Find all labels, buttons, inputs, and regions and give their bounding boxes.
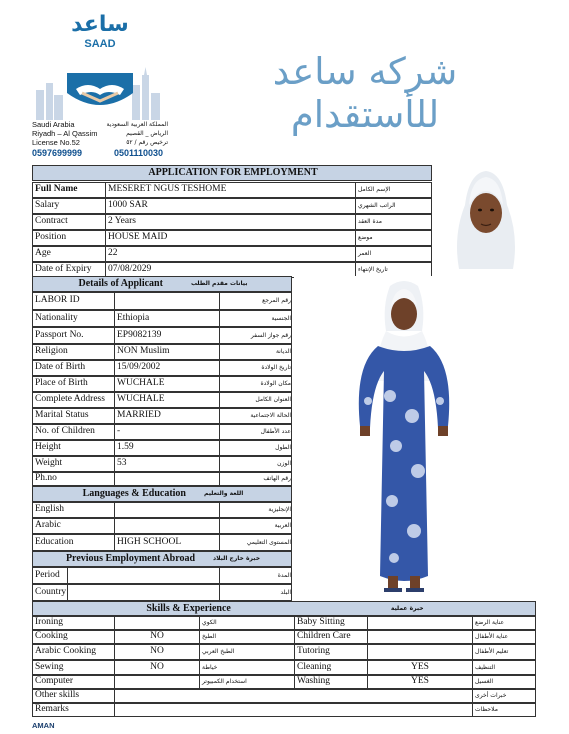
skill-value: NO [114,644,200,660]
skill-arabic: استخدام الكمبيوتر [199,675,295,689]
detail-label: Ph.no [32,472,115,486]
top-row-label: Full Name [32,182,106,198]
skills-header [32,601,536,616]
skill-label: Children Care [294,630,368,644]
skill-label: Tutoring [294,644,368,660]
other-skills-label: Other skills [32,689,115,703]
skill-arabic: تعليم الأطفال [472,644,536,660]
language-value [114,502,220,518]
languages-header-label: Languages & Education [82,488,186,499]
logo-right-lines [100,120,168,147]
form-title: APPLICATION FOR EMPLOYMENT [32,165,432,181]
detail-value: WUCHALE [114,392,220,408]
applicant-full-body-photo [294,276,506,603]
top-row-label: Date of Expiry [32,262,106,278]
remarks-label: Remarks [32,703,115,717]
top-row-arabic: موضع [355,230,432,246]
detail-label: LABOR ID [32,292,115,310]
skill-label: Baby Sitting [294,616,368,630]
footer-text: AMAN [32,721,55,730]
detail-value [114,472,220,486]
detail-arabic: رقم جواز السفر [219,327,292,344]
detail-label: Religion [32,344,115,360]
language-value: HIGH SCHOOL [114,534,220,551]
logo-city-ar: الرياض _ القصيم [126,130,168,137]
languages-header [32,486,292,502]
detail-label: Place of Birth [32,376,115,392]
company-name: شركه ساعد للأستقدام [272,50,458,136]
detail-value [114,292,220,310]
skill-arabic: الغسيل [472,675,536,689]
detail-label: Complete Address [32,392,115,408]
skill-arabic: عناية الرضع [472,616,536,630]
details-header-label: Details of Applicant [78,278,163,289]
top-row-value: 2 Years [105,214,356,230]
detail-value: 15/09/2002 [114,360,220,376]
detail-arabic: الطول [219,440,292,456]
details-header-ar: بيانات مقدم الطلب [190,280,248,287]
top-row-arabic: تاريخ الإنتهاء [355,262,432,278]
detail-arabic: الوزن [219,456,292,472]
previous-employment-label: Previous Employment Abroad [65,553,196,564]
detail-label: Passport No. [32,327,115,344]
top-row-label: Salary [32,198,106,214]
previous-arabic: المدة [219,567,292,584]
detail-label: Height [32,440,115,456]
company-logo [30,10,170,160]
detail-value: - [114,424,220,440]
detail-label: Nationality [32,310,115,327]
detail-value: Ethiopia [114,310,220,327]
language-label: English [32,502,115,518]
top-row-arabic: الراتب الشهري [355,198,432,214]
previous-value [67,584,220,601]
detail-arabic: العنوان الكامل [219,392,292,408]
skill-arabic: الطبخ [199,630,295,644]
skill-label: Washing [294,675,368,689]
skill-value [367,616,473,630]
language-arabic: الإنجليزية [219,502,292,518]
top-row-value: 07/08/2029 [105,262,356,278]
skill-arabic: الكوي [199,616,295,630]
logo-license-ar: ترخيص رقم / ٥٢ [126,139,168,146]
skill-label: Sewing [32,660,115,675]
previous-label: Country [32,584,68,601]
top-row-arabic: العمر [355,246,432,262]
skill-value: NO [114,630,200,644]
logo-phone-left: 0597699999 [32,148,83,158]
detail-value: MARRIED [114,408,220,424]
top-row-arabic: الإسم الكامل [355,182,432,198]
logo-license-en: License No.52 [32,138,80,147]
detail-arabic: الجنسية [219,310,292,327]
skill-label: Ironing [32,616,115,630]
top-row-value: MESERET NGUS TESHOME [105,182,356,198]
remarks-value [114,703,473,717]
detail-label: Marital Status [32,408,115,424]
top-row-value: 22 [105,246,356,262]
logo-latin-name: SAAD [84,38,116,50]
skyline-handshake-icon [32,65,168,120]
detail-value: 1.59 [114,440,220,456]
detail-value: NON Muslim [114,344,220,360]
details-header [32,276,292,292]
skill-value [114,616,200,630]
skill-arabic: الطبخ العربي [199,644,295,660]
skill-arabic: عناية الأطفال [472,630,536,644]
detail-arabic: رقم الهاتف [219,472,292,486]
logo-phone-right: 0501110030 [114,148,164,158]
previous-arabic: البلد [219,584,292,601]
detail-value: WUCHALE [114,376,220,392]
top-row-label: Position [32,230,106,246]
detail-arabic: مكان الولادة [219,376,292,392]
language-arabic: المستوى التعليمي [219,534,292,551]
detail-arabic: تاريخ الولادة [219,360,292,376]
detail-arabic: عدد الأطفال [219,424,292,440]
detail-arabic: رقم المرجع [219,292,292,310]
detail-value: 53 [114,456,220,472]
skill-value: YES [367,675,473,689]
language-label: Education [32,534,115,551]
skill-value [114,675,200,689]
detail-label: No. of Children [32,424,115,440]
remarks-arabic: ملاحظات [472,703,536,717]
top-row-value: HOUSE MAID [105,230,356,246]
detail-value: EP9082139 [114,327,220,344]
skill-value [367,644,473,660]
logo-city-en: Riyadh – Al Qassim [32,129,98,138]
top-row-label: Contract [32,214,106,230]
skill-label: Cooking [32,630,115,644]
skill-label: Computer [32,675,115,689]
previous-employment-ar: خبرة خارج البلاد [213,555,261,562]
other-skills-value [114,689,473,703]
logo-left-lines [32,120,102,147]
skill-arabic: خياطة [199,660,295,675]
skill-arabic: التنظيف [472,660,536,675]
skills-header-label: Skills & Experience [146,602,231,614]
top-row-arabic: مدة العقد [355,214,432,230]
previous-label: Period [32,567,68,584]
other-skills-arabic: خبرات أخرى [472,689,536,703]
top-row-value: 1000 SAR [105,198,356,214]
logo-arabic-name: ساعد [71,12,129,37]
detail-arabic: الديانة [219,344,292,360]
skill-label: Cleaning [294,660,368,675]
top-row-label: Age [32,246,106,262]
skills-header-ar: خبرة عملية [390,604,424,612]
detail-label: Weight [32,456,115,472]
logo-country-ar: المملكة العربية السعودية [106,121,168,128]
detail-label: Date of Birth [32,360,115,376]
language-value [114,518,220,534]
skill-value: YES [367,660,473,675]
skill-value [367,630,473,644]
applicant-headshot [445,165,527,269]
previous-employment-header [32,551,292,567]
skill-value: NO [114,660,200,675]
language-arabic: العربية [219,518,292,534]
language-label: Arabic [32,518,115,534]
previous-value [67,567,220,584]
languages-header-ar: اللغة والتعليم [204,490,244,497]
detail-arabic: الحالة الاجتماعية [219,408,292,424]
skill-label: Arabic Cooking [32,644,115,660]
logo-country-en: Saudi Arabia [32,120,75,129]
